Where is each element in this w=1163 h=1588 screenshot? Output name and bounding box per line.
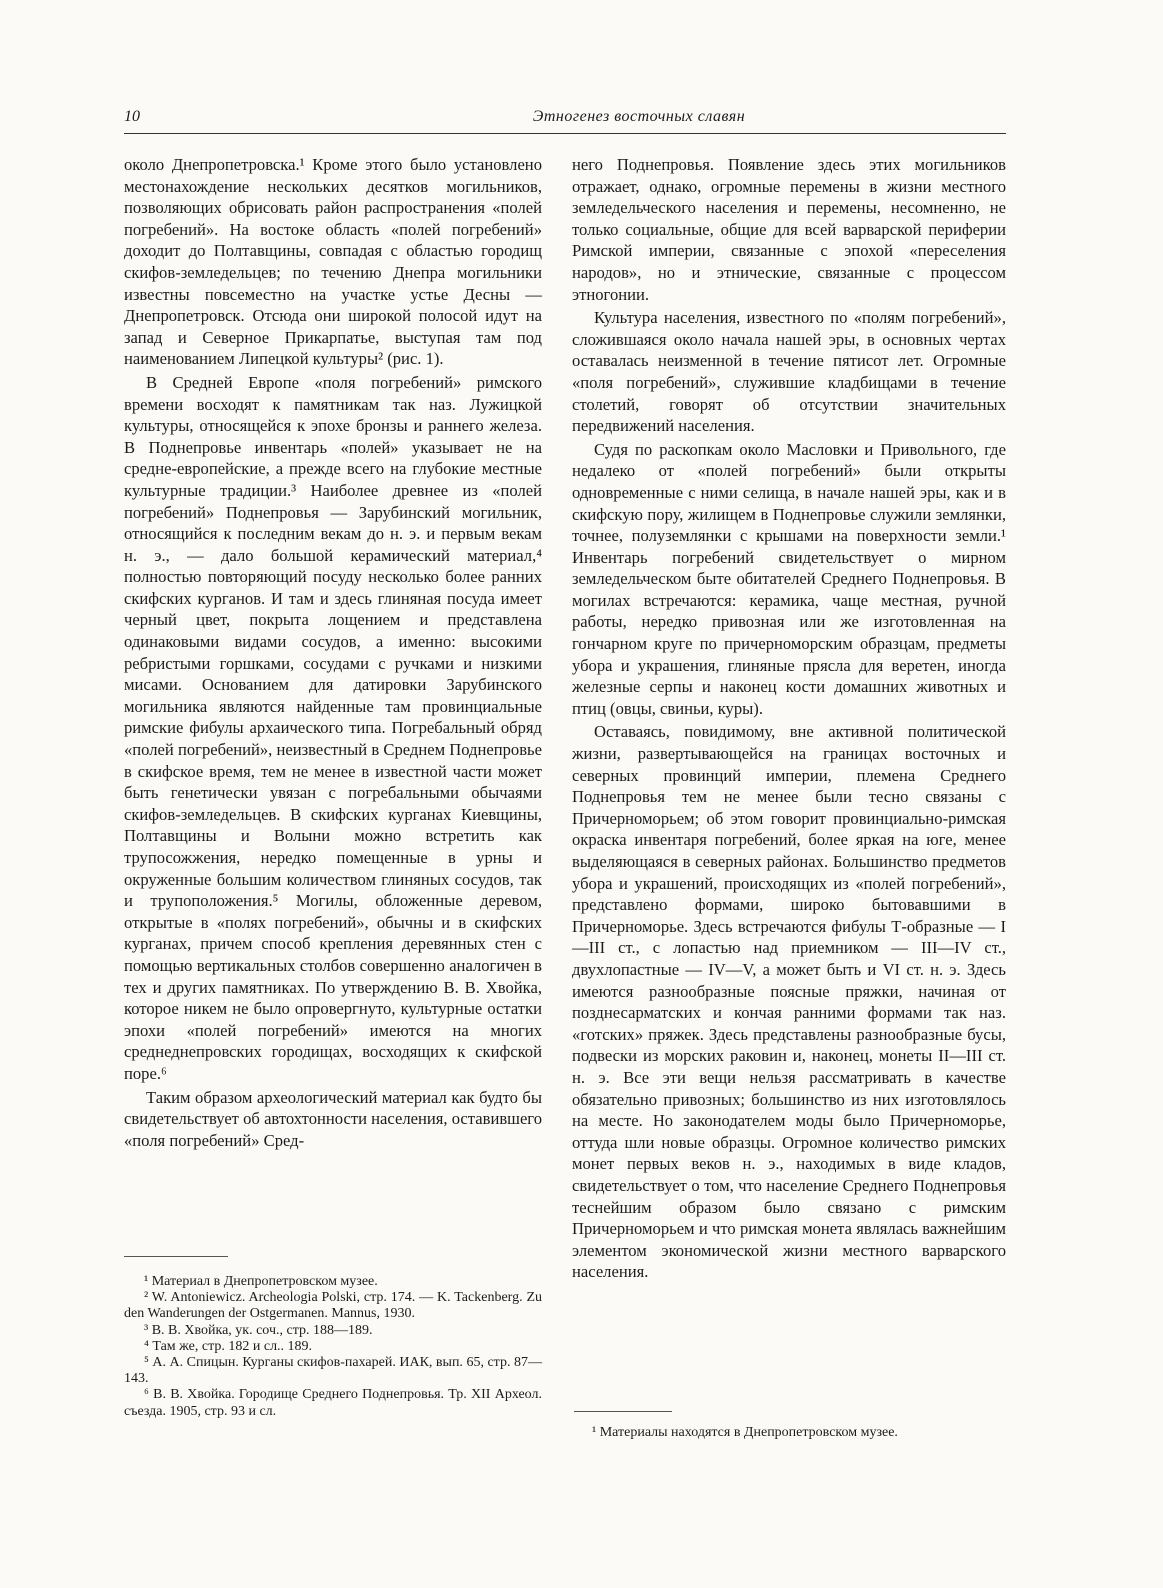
left-column	[124, 154, 542, 1151]
footnotes-right	[592, 1424, 1012, 1441]
left-paragraph-1: около Днепропетровска.¹ Кроме этого было установлено местонахождение нескольких десятков могильников, позволяющих обрисовать район распространения «полей погребений». На востоке область «полей погребений» доходит до Полтавщины, совпадая с областью городищ скифов-земледельцев; по течению Днепра могильники известны повсеместно на участке устье Десны — Днепропетровск. Отсюда они широкой полосой идут на запад и Северное Прикарпатье, выступая там под наименованием Липецкой культуры² (рис. 1).	[124, 155, 542, 369]
footnotes-left	[124, 1274, 542, 1420]
left-paragraph-3: Таким образом археологический материал как будто бы свидетельствует об автохтонности населения, оставившего «поля погребений» Сред-	[124, 1087, 542, 1150]
footnote-4: ⁴ Там же, стр. 182 и сл.. 189.	[144, 1338, 313, 1354]
footnote-rule-right	[574, 1411, 672, 1412]
footnote-3: ³ В. В. Хвойка, ук. соч., стр. 188—189.	[144, 1322, 373, 1338]
right-paragraph-4: Оставаясь, повидимому, вне активной политической жизни, развертывающейся на границах восточных и северных провинций империи, племена Среднего Поднепровья тем не менее были тесно связаны с Причерноморьем; об этом говорит провинциально-римская окраска инвентаря погребений, более яркая на юге, менее выделяющаяся в северных районах. Большинство предметов убора и украшений, происходящих из «полей погребений», представлено формами, широко бытовавшими в Причерноморье. Здесь встречаются фибулы Т-образные — I—III ст., с лопастью над приемником — III—IV ст., двухлопастные — IV—V, а может быть и VI ст. н. э. Здесь имеются разнообразные поясные пряжки, начиная от позднесарматских и кончая ранними формами так наз. «готских» пряжек. Здесь представлены разнообразные бусы, подвески из морских раковин и, наконец, монеты II—III ст. н. э. Все эти вещи нельзя рассматривать в качестве обязательно привозных; большинство из них изготовлялось на месте. Но законодателем моды было Причерноморье, оттуда шли новые образцы. Огромное количество римских монет первых веков н. э., находимых в виде кладов, свидетельствует о том, что население Среднего Поднепровья теснейшим образом было связано с римским Причерноморьем и что римская монета являлась важнейшим элементом экономической жизни местного варварского населения.	[572, 722, 1006, 1282]
left-paragraph-2: В Средней Европе «поля погребений» римского времени восходят к памятникам так наз. Лужицкой культуры, относящейся к эпохе бронзы и раннего железа. В Поднепровье инвентарь «полей» указывает не на средне-европейские, а прежде всего на глубокие местные культурные традиции.³ Наиболее древнее из «полей погребений» Поднепровья — Зарубинский могильник, относящийся к последним векам до н. э. и первым векам н. э., — дало большой керамический материал,⁴ полностью повторяющий посуду несколько более ранних скифских курганов. И там и здесь глиняная посуда имеет черный цвет, покрыта лощением и представлена одинаковыми видами сосудов, а именно: высокими ребристыми горшками, сосудами с ручками и низкими мисами. Основанием для датировки Зарубинского могильника являются найденные там провинциальные римские фибулы архаического типа. Погребальный обряд «полей погребений», неизвестный в Среднем Поднепровье в скифское время, тем не менее в известной части может быть генетически увязан с погребальными обычаями скифов-земледельцев. В скифских курганах Киевщины, Полтавщины и Волыни можно встретить как трупосожжения, нередко помещенные в урны и окруженные большим количеством глиняных сосудов, так и трупоположения.⁵ Могилы, обложенные деревом, открытые в «полях погребений», обычны и в скифских курганах, причем способ крепления деревянных стен с помощью вертикальных столбов совершенно аналогичен в тех и других памятниках. По утверждению В. В. Хвойка, которое никем не было опровергнуто, культурные остатки эпохи «полей погребений» имеются на многих среднеднепровских городищах, восходящих к скифской поре.⁶	[124, 372, 542, 1083]
right-paragraph-2: Культура населения, известного по «полям погребений», сложившаяся около начала нашей эры, в основных чертах оставалась неизменной в течение пятисот лет. Огромные «поля погребений», служившие кладбищами в течение столетий, говорят об отсутствии значительных передвижений населения.	[572, 308, 1006, 436]
right-column	[572, 154, 1006, 1283]
right-paragraph-3: Судя по раскопкам около Масловки и Привольного, где недалеко от «полей погребений» были открыты одновременные с ними селища, в начале нашей эры, как и в скифскую пору, жилищем в Поднепровье служили землянки, точнее, полуземлянки с крышами на поверхности земли.¹ Инвентарь погребений свидетельствует о мирном земледельческом быте обитателей Среднего Поднепровья. В могилах встречаются: керамика, чаще местная, ручной работы, нередко привозная или же изготовленная на гончарном круге по причерноморским образцам, предметы убора и украшения, глиняные пряслa для веретен, иногда железные серпы и наконец кости домашних животных и птиц (овцы, свиньи, куры).	[572, 439, 1006, 718]
footnote-5: ⁵ А. А. Спицын. Курганы скифов-пахарей. ИАК, вып. 65, стр. 87—143.	[124, 1355, 542, 1387]
footnote-1: ¹ Материал в Днепропетровском музее.	[144, 1274, 378, 1289]
header-rule	[124, 133, 1006, 134]
page-number: 10	[124, 108, 140, 125]
footnote-right-1: ¹ Материалы находятся в Днепропетровском музее.	[592, 1425, 898, 1440]
running-header	[124, 108, 1004, 132]
footnote-2: ² W. Antoniewicz. Archeologia Polski, стр. 174. — K. Tackenberg. Zu den Wanderungen der Ostgermanen. Mannus, 1930.	[124, 1290, 542, 1322]
footnote-6: ⁶ В. В. Хвойка. Городище Среднего Поднепровья. Тр. XII Археол. съезда. 1905, стр. 93 и сл.	[124, 1387, 542, 1419]
running-title: Этногенез восточных славян	[532, 108, 746, 125]
right-paragraph-1: него Поднепровья. Появление здесь этих могильников отражает, однако, огромные перемены в жизни местного земледельческого населения и перемены, несомненно, не только социальные, общие для всей варварской периферии Римской империи, связанные с эпохой «переселения народов», но и этнические, связанные с процессом этногонии.	[572, 155, 1006, 304]
footnote-rule-left	[124, 1256, 228, 1257]
